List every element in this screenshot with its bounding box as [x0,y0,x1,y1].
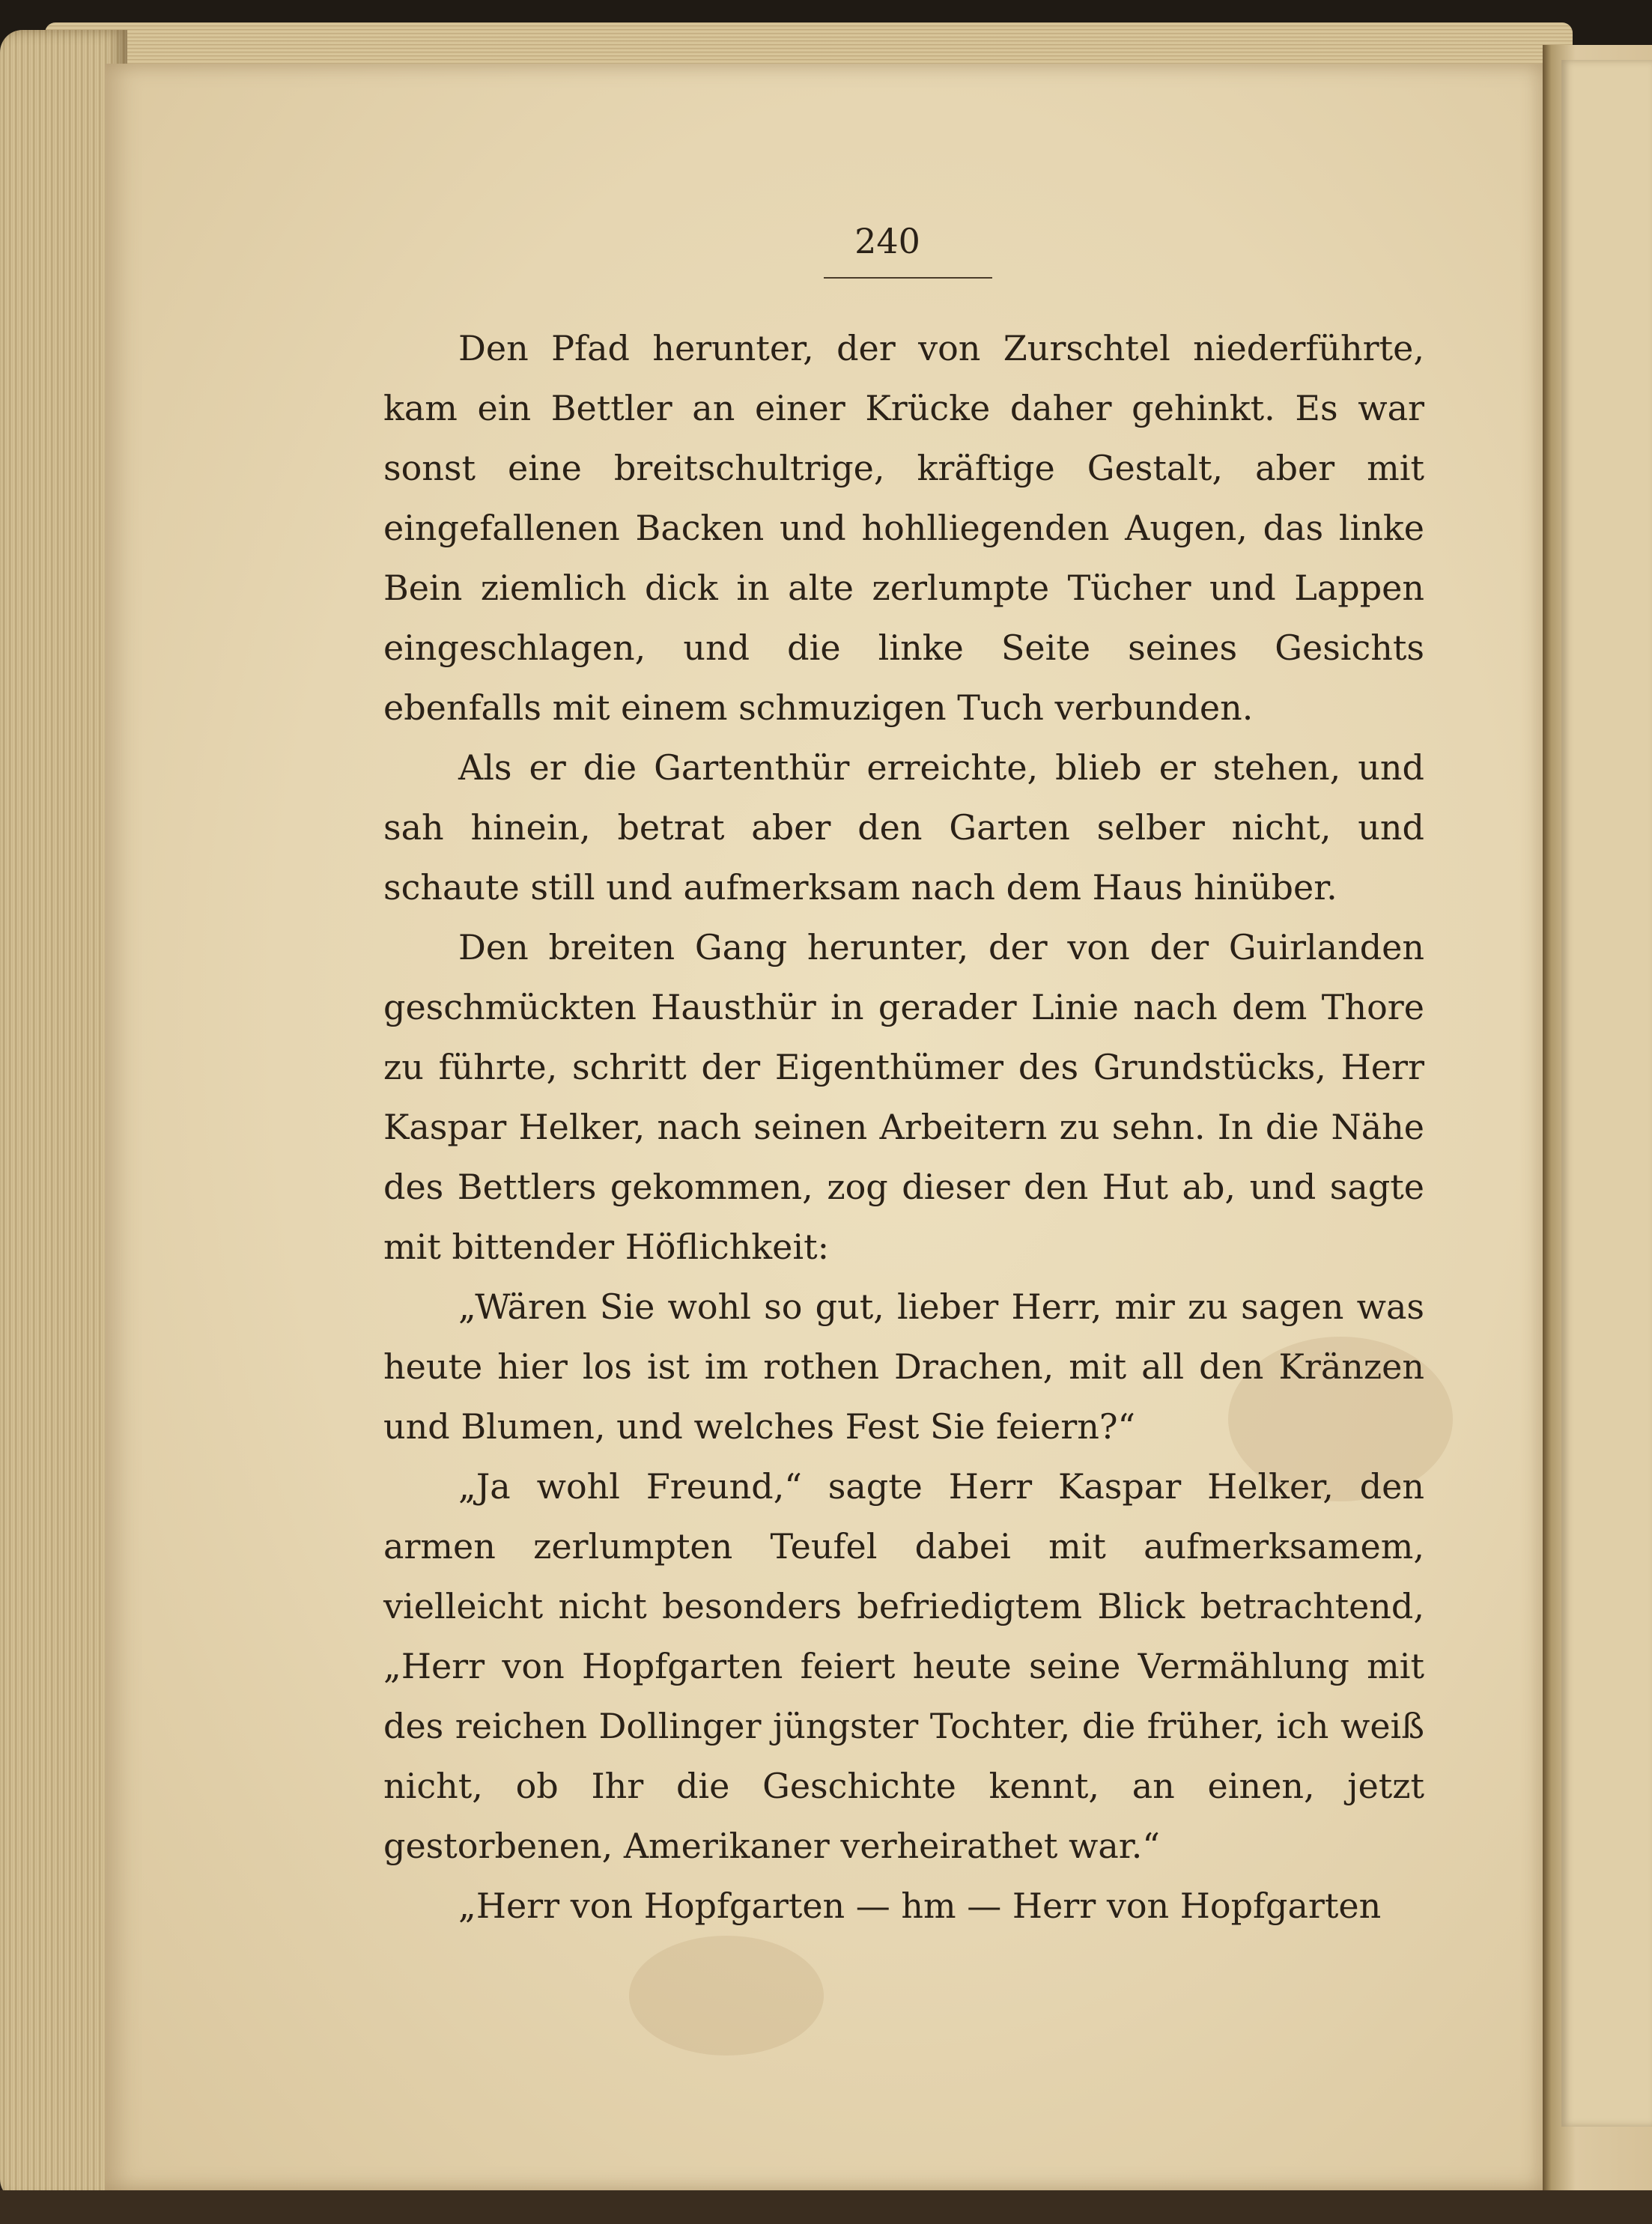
body-text [383,318,1424,1936]
book-bottom-edge [0,2190,1652,2224]
paragraph: Den Pfad herunter, der von Zurschtel niederführte, kam ein Bettler an einer Krücke daher gehinkt. Es war sonst eine breitschultrige, kräftige Gestalt, aber mit eingefallenen Backen und hohlliegenden Augen, das linke Bein ziemlich dick in alte zerlumpte Tücher und Lappen eingeschlagen, und die linke Seite seines Gesichts ebenfalls mit einem schmuzigen Tuch verbunden. [383,328,1424,728]
paragraph: „Ja wohl Freund,“ sagte Herr Kaspar Helker, den armen zerlumpten Teufel dabei mit aufmerksamem, vielleicht nicht besonders befriedigtem Blick betrachtend, „Herr von Hopfgarten feiert heute seine Vermählung mit des reichen Dollinger jüngster Tochter, die früher, ich weiß nicht, ob Ihr die Geschichte kennt, an einen, jetzt gestorbenen, Amerikaner verheirathet war.“ [383,1466,1424,1866]
paragraph: „Wären Sie wohl so gut, lieber Herr, mir zu sagen was heute hier los ist im rothen Drachen, mit all den Kränzen und Blumen, und welches Fest Sie feiern?“ [383,1286,1424,1447]
next-page-surface [1561,60,1652,2127]
paragraph: Als er die Gartenthür erreichte, blieb er stehen, und sah hinein, betrat aber den Garten selber nicht, und schaute still und aufmerksam nach dem Haus hinüber. [383,747,1424,908]
paragraph: Den breiten Gang herunter, der von der Guirlanden geschmückten Hausthür in gerader Linie nach dem Thore zu führte, schritt der Eigenthümer des Grundstücks, Herr Kaspar Helker, nach seinen Arbeitern zu sehn. In die Nähe des Bettlers gekommen, zog dieser den Hut ab, und sagte mit bittender Höflichkeit: [383,927,1424,1267]
page-number: 240 [854,221,920,261]
paragraph: „Herr von Hopfgarten — hm — Herr von Hopfgarten [458,1886,1382,1926]
page-number-rule [824,277,992,279]
page-stain [629,1936,824,2056]
